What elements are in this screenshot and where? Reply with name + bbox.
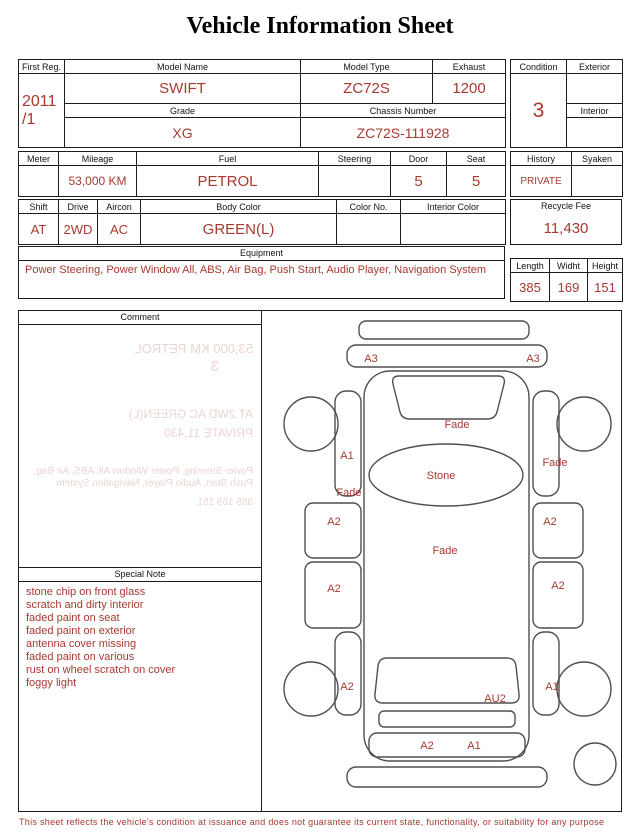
left-rear-door [305, 562, 361, 628]
model-type-value: ZC72S [301, 74, 433, 104]
interior-color-label: Interior Color [401, 200, 506, 214]
mileage-value: 53,000 KM [59, 166, 137, 197]
color-no-label: Color No. [337, 200, 401, 214]
main-info-table [18, 59, 506, 148]
ghost-line: PRIVATE 11,430 [164, 426, 253, 440]
length-label: Length [511, 259, 550, 273]
bottom-section [18, 310, 622, 812]
color-no-value [337, 214, 401, 245]
interior-value [567, 118, 623, 148]
comment-label: Comment [19, 311, 261, 325]
equipment-box [18, 246, 505, 299]
wheel-rear-left [284, 662, 338, 716]
left-front-door [305, 503, 361, 558]
comment-section [19, 311, 261, 568]
seat-value: 5 [447, 166, 506, 197]
model-name-value: SWIFT [65, 74, 301, 104]
damage-label: A2 [327, 516, 341, 528]
damage-label: A3 [364, 353, 378, 365]
right-rear-door [533, 562, 583, 628]
history-table [510, 151, 623, 197]
chassis-number-label: Chassis Number [301, 104, 506, 118]
exterior-value [567, 74, 623, 104]
ghost-line: AT 2WD AC GREEN(L) [128, 407, 253, 421]
shift-label: Shift [19, 200, 59, 214]
width-value: 169 [550, 273, 588, 302]
special-note-label: Special Note [19, 568, 261, 582]
interior-label: Interior [567, 104, 623, 118]
height-label: Height [588, 259, 623, 273]
damage-label: A1 [467, 740, 481, 752]
left-front-fender [335, 391, 361, 496]
equipment-text: Power Steering, Power Window All, ABS, Air Bag, Push Start, Audio Player, Navigation System [25, 264, 487, 276]
left-pane [19, 311, 262, 811]
special-note-list [19, 582, 261, 690]
wheel-rear-right [557, 662, 611, 716]
damage-label: Stone [426, 470, 456, 482]
rear-bumper-bar [359, 321, 529, 339]
length-value: 385 [511, 273, 550, 302]
car-damage-diagram [271, 315, 623, 807]
seat-label: Seat [447, 152, 506, 166]
hood-panel [393, 376, 505, 419]
note-item: faded paint on various [26, 651, 135, 663]
history-label: History [511, 152, 572, 166]
wheel-front-left [284, 397, 338, 451]
equipment-label: Equipment [19, 247, 504, 261]
damage-label: A1 [340, 450, 354, 462]
note-item: scratch and dirty interior [26, 599, 144, 611]
note-item: stone chip on front glass [26, 586, 146, 598]
drive-value: 2WD [59, 214, 98, 245]
model-name-label: Model Name [65, 60, 301, 74]
door-label: Door [391, 152, 447, 166]
syaken-value [572, 166, 623, 197]
grade-value: XG [65, 118, 301, 148]
damage-label: A3 [526, 353, 540, 365]
ghost-line: 53,000 KM PETROL [134, 341, 253, 356]
damage-label: A2 [327, 583, 341, 595]
grade-label: Grade [65, 104, 301, 118]
first-reg-year: 2011 [22, 92, 57, 110]
ghost-line: 3 [210, 358, 219, 375]
front-bumper-bar [347, 767, 547, 787]
damage-label: A1 [545, 681, 559, 693]
condition-label: Condition [511, 60, 567, 74]
note-item: faded paint on exterior [26, 625, 136, 637]
right-front-door [533, 503, 583, 558]
note-item: antenna cover missing [26, 638, 137, 650]
damage-label: A2 [543, 516, 557, 528]
first-reg-month: /1 [22, 110, 36, 128]
fuel-value: PETROL [137, 166, 319, 197]
note-item: foggy light [26, 677, 77, 689]
drive-label: Drive [59, 200, 98, 214]
damage-label: A2 [340, 681, 354, 693]
note-item: faded paint on seat [26, 612, 120, 624]
width-label: Widht [550, 259, 588, 273]
damage-label: Fade [542, 457, 568, 469]
mileage-label: Mileage [59, 152, 137, 166]
right-rear-fender [533, 632, 559, 715]
exterior-label: Exterior [567, 60, 623, 74]
page-title: Vehicle Information Sheet [186, 13, 454, 39]
interior-color-value [401, 214, 506, 245]
ghost-line: Power Steering, Power Window All, ABS, Air Bag, Push Start, Audio Player, Navigation System [33, 466, 253, 489]
right-front-fender [533, 391, 559, 496]
exhaust-value: 1200 [433, 74, 506, 104]
aircon-value: AC [98, 214, 141, 245]
steering-label: Steering [319, 152, 391, 166]
trunk-panel [379, 711, 515, 727]
recycle-fee-label: Recycle Fee [540, 201, 592, 211]
shift-value: AT [19, 214, 59, 245]
body-color-label: Body Color [141, 200, 337, 214]
ghost-bleedthrough-text [27, 333, 253, 549]
wheel-front-right [557, 397, 611, 451]
first-reg-value [19, 74, 65, 148]
note-item: rust on wheel scratch on cover [26, 664, 176, 676]
recycle-fee-box [510, 199, 622, 245]
condition-table [510, 59, 623, 148]
damage-label: Fade [444, 419, 470, 431]
model-type-label: Model Type [301, 60, 433, 74]
special-note-section [19, 568, 261, 690]
first-reg-label: First Reg. [19, 60, 65, 74]
chassis-number-value: ZC72S-111928 [301, 118, 506, 148]
door-value: 5 [391, 166, 447, 197]
damage-label: Fade [336, 487, 362, 499]
left-rear-fender [335, 632, 361, 715]
fuel-label: Fuel [137, 152, 319, 166]
recycle-fee-value: 11,430 [543, 220, 589, 237]
ghost-line: 385 169 151 [197, 497, 253, 508]
condition-value: 3 [511, 74, 567, 148]
aircon-label: Aircon [98, 200, 141, 214]
history-value: PRIVATE [511, 166, 572, 197]
exhaust-label: Exhaust [433, 60, 506, 74]
body-color-value: GREEN(L) [141, 214, 337, 245]
spare-wheel [574, 743, 616, 785]
drivetrain-table [18, 199, 506, 245]
front-panel-bar [369, 733, 525, 757]
meter-value [19, 166, 59, 197]
dimensions-table [510, 258, 623, 302]
damage-label: A2 [551, 580, 565, 592]
damage-label: Fade [432, 545, 458, 557]
syaken-label: Syaken [572, 152, 623, 166]
meter-label: Meter [19, 152, 59, 166]
steering-value [319, 166, 391, 197]
height-value: 151 [588, 273, 623, 302]
spec-table [18, 151, 506, 197]
damage-label: A2 [420, 740, 434, 752]
damage-label: AU2 [484, 693, 506, 705]
disclaimer-text: This sheet reflects the vehicle's condition at issuance and does not guarantee its current state, functionality, or suitability for any purpose [19, 817, 605, 827]
